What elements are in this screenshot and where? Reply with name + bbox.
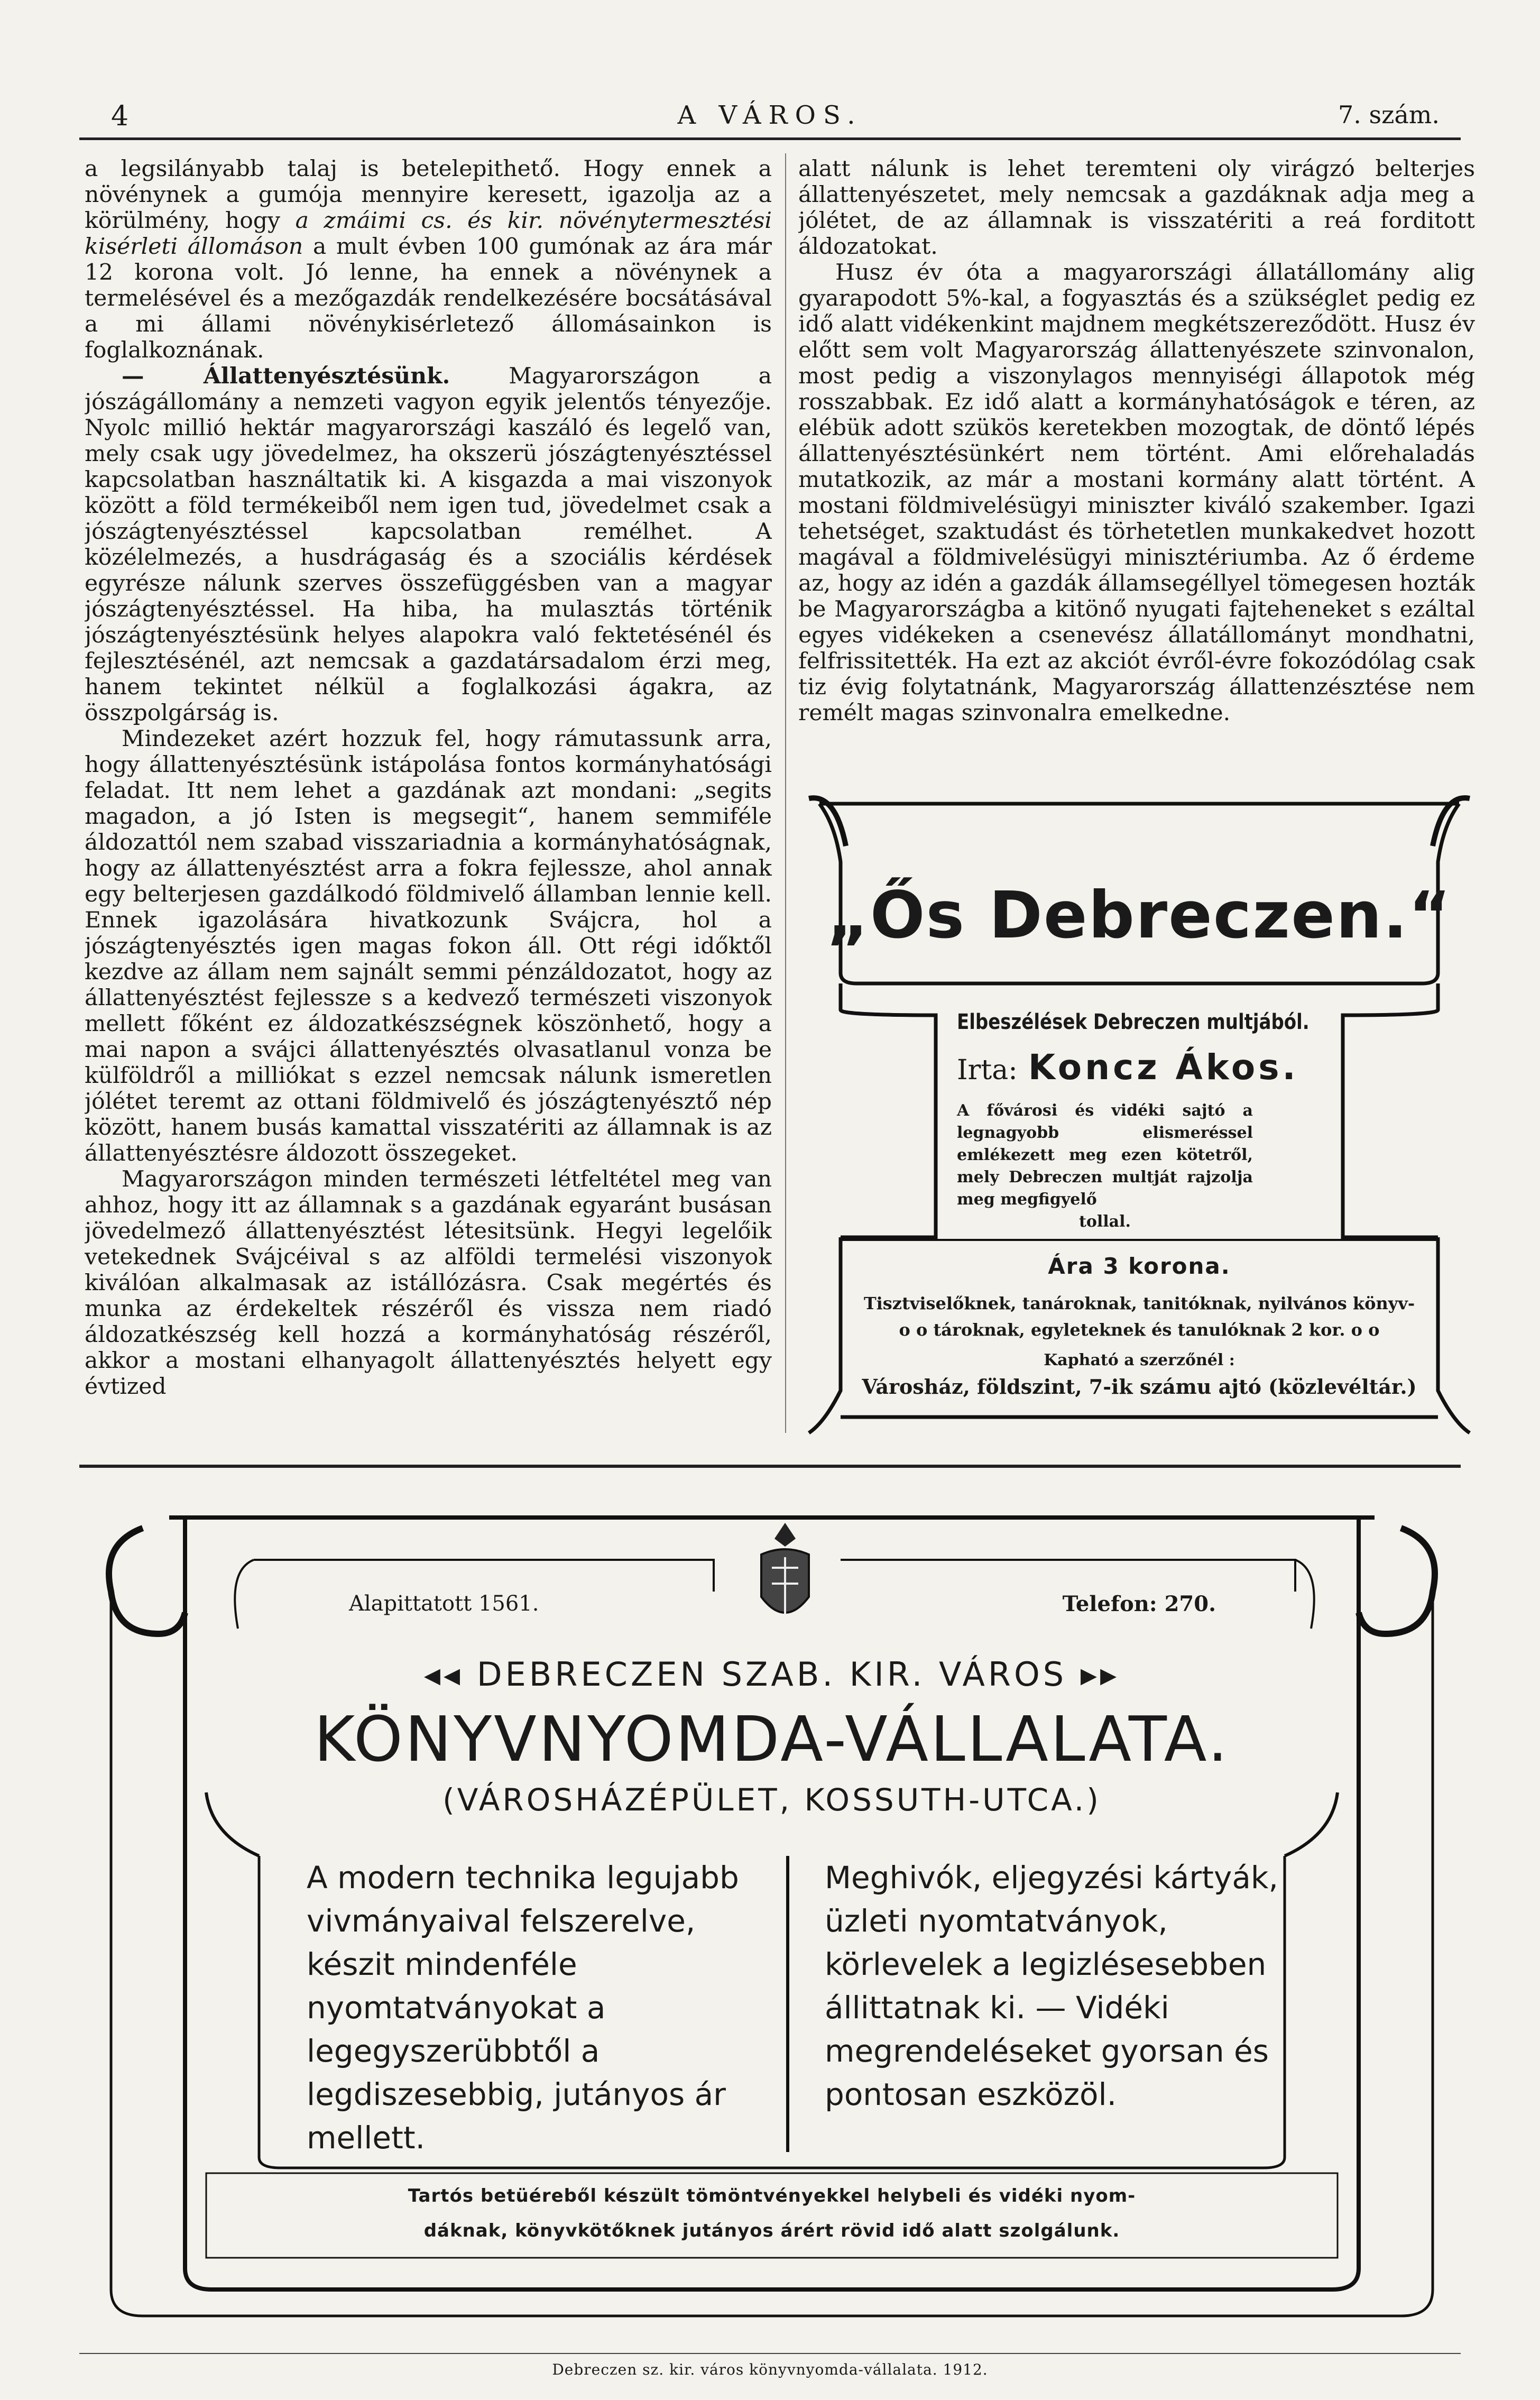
article-paragraph: alatt nálunk is lehet teremteni oly virágzó belterjes állattenyészetet, mely nemcsak a gazdáknak adja meg a jólétet, de az államnak is visszatériti a reá forditott áldozatokat. [798,156,1475,260]
page-footer: Debreczen sz. kir. város könyvnyomda-vállalata. 1912. [552,2361,988,2378]
article-paragraph: — Állattenyésztésünk. Magyarországon a jószágállomány a nemzeti vagyon egyik jelentős tényezője. Nyolc millió hektár magyarországi kaszáló és legelő van, mely csak ugy jövedelmez, ha okszerü jószágtenyésztéssel kapcsolatban használtatik ki. A kisgazda a mai viszonyok között a föld termékeiből nem igen tud, jövedelmet csak a jószágtenyésztéssel kapcsolatban remélhet. A közélelmezés, a husdrágaság és a szociális kérdések egyrésze nálunk szerves összefüggésben van a magyar jószágtenyésztéssel. Ha hiba, ha mulasztás történik jószágtenyésztésünk helyes alapokra való fektetésénél és fejlesztésénél, azt nemcsak a gazdatársadalom érzi meg, hanem tekintet nélkül a foglalkozási ágakra, az összpolgárság is. [85,363,772,726]
article-column-left [85,156,772,1430]
article-column-right [798,156,1475,764]
coat-of-arms-icon [745,1518,825,1634]
book-description: A fővárosi és vidéki sajtó a legnagyobb elismeréssel emlékezett meg ezen kötetről, mely Debreczen multját rajzolja meg megfigyelő tollal. [957,1101,1253,1231]
article-paragraph: Mindezeket azért hozzuk fel, hogy rámutassunk arra, hogy állattenyésztésünk istápolása fontos kormányhatósági feladat. Itt nem lehet a gazdának azt mondani: „segits magadon, a jó Isten is megsegit“, hanem semmiféle áldozattól nem szabad visszariadnia a kormányhatóságnak, hogy az állattenyésztést arra a fokra fejlessze, ahol annak egy belterjesen gazdálkodó földmivelő államban lennie kell. Ennek igazolására hivatkozunk Svájcra, hol a jószágtenyésztés igen magas fokon áll. Ott régi időktől kezdve az állam nem sajnált semmi pénzáldozatot, hogy az állattenyésztést fejlessze s a kedvező természeti viszonyok mellett főként ez áldozatkészségnek köszönhető, hogy a mai napon a svájci állattenyésztés olvasatlanul vonza be külföldről a milliókat s ezzel nemcsak nálunk ismeretlen jólétet teremt az ottani földmivelő és jószágtenyésztő nép között, hanem busás kamattal visszatériti az államnak is az állattenyésztésre áldozott összegeket. [85,726,772,1166]
footer-rule [79,2353,1461,2354]
printer-name: KÖNYVNYOMDA-VÁLLALATA. [314,1703,1230,1776]
author-name: Koncz Ákos. [1028,1047,1299,1088]
page-number: 4 [111,100,129,132]
author-prefix: Irta: [957,1054,1018,1086]
book-availability: Kapható a szerzőnél : [1044,1351,1235,1369]
issue-number: 7. szám. [1338,100,1440,129]
printer-services-right: Meghivók, eljegyzési kártyák, üzleti nyomtatványok, körlevelek a legizlésesebben állittatnak ki. — Vidéki megrendeléseket gyorsan és pontosan eszközöl. [825,1860,1278,2112]
book-advertisement [804,783,1475,1438]
section-heading: — Állattenyésztésünk. [122,363,450,389]
printer-address: (VÁROSHÁZÉPÜLET, KOSSUTH-UTCA.) [442,1782,1101,1818]
phone-label: Telefon: 270. [1062,1592,1216,1616]
article-paragraph: Husz év óta a magyarországi állatállomány alig gyarapodott 5%-kal, a fogyasztás és a szükséglet pedig ez idő alatt vidékenkint majdnem megkétszereződött. Husz év előtt sem volt Magyarország állattenyészete szinvonalon, most pedig a viszonylagos mennyiségi állapotok még rosszabbak. Ez idő alatt a kormányhatóságok e téren, az elébük adott szükös keretekben mozogtak, de döntő lépés állattenyésztésünkért nem történt. Ami előrehaladás mutatkozik, az már a mostani kormány alatt történt. A mostani földmivelésügyi miniszter kiváló szakember. Igazi tehetséget, szaktudást és törhetetlen munkakedvet hozott magával a földmivelésügyi minisztériumba. Az ő érdeme az, hogy az idén a gazdák államsegéllyel tömegesen hozták be Magyarországba a kitönő nyugati fajteheneket s ezáltal egyes vidékeken a csenevész állatállományt mondhatni, felfrissitették. Ha ezt az akciót évről-évre fokozódólag csak tiz évig folytatnánk, Magyarország állattenzésztése nem remélt magas szinvonalra emelkedne. [798,260,1475,726]
book-discount-audience: Tisztviselőknek, tanároknak, tanitóknak, nyilvános könyv- o o tároknak, egyleteknek és tanulóknak 2 kor. o o [863,1293,1415,1340]
article-paragraph: a legsilányabb talaj is betelepithető. Hogy ennek a növénynek a gumója mennyire keresett, igazolja az a körülmény, hogy a zmáimi cs. és kir. növénytermesztési kisérleti állomáson a mult évben 100 gumónak az ára már 12 korona volt. Jó lenne, ha ennek a növénynek a termelésével és a mezőgazdák rendelkezésére bocsátásával a mi állami növénykisérletező állomásainkon is foglalkoznának. [85,156,772,363]
book-title: „Ős Debreczen.“ [826,878,1452,953]
printer-bottom-note: Tartós betüéreből készült tömöntvényekkel helybeli és vidéki nyom- dáknak, könyvkötőknek jutányos árért rövid idő alatt szolgálunk. [408,2185,1136,2241]
printer-services-left: A modern technika legujabb vivmányaival felszerelve, készit mindenféle nyomtatványokat a legegyszerübbtől a legdiszesebbig, jutányos ár mellett. [307,1860,739,2156]
header-rule [79,137,1461,140]
italic-phrase: a zmáimi cs. és kir. növénytermesztési kisérleti állomáson [85,208,772,260]
section-rule [79,1465,1461,1468]
page-header [79,95,1461,143]
column-divider [785,153,786,1433]
book-subtitle: Elbeszélések Debreczen multjából. [957,1010,1310,1034]
book-location: Városház, földszint, 7-ik számu ajtó (közlevéltár.) [862,1375,1417,1399]
printer-city-line: ◂◂ DEBRECZEN SZAB. KIR. VÁROS ▸▸ [423,1655,1120,1694]
book-author [957,1047,1299,1088]
printing-house-advertisement [79,1496,1464,2337]
article-paragraph: Magyarországon minden természeti létfeltétel meg van ahhoz, hogy itt az államnak s a gazdának egyaránt busásan jövedelmező állattenyésztést létesitsünk. Hegyi legelőik vetekednek Svájcéival s az alföldi termelési viszonyok kiválóan alkalmasak az istállózásra. Csak megértés és munka az érdekeltek részéről és vissza nem riadó áldozatkészség kell hozzá a kormányhatóság részéről, akkor a mostani elhanyagolt állattenyésztés helyett egy évtized [85,1166,772,1400]
newspaper-title: A VÁROS. [677,100,863,130]
founded-label: Alapittatott 1561. [349,1592,539,1616]
book-price: Ára 3 korona. [1048,1253,1231,1279]
